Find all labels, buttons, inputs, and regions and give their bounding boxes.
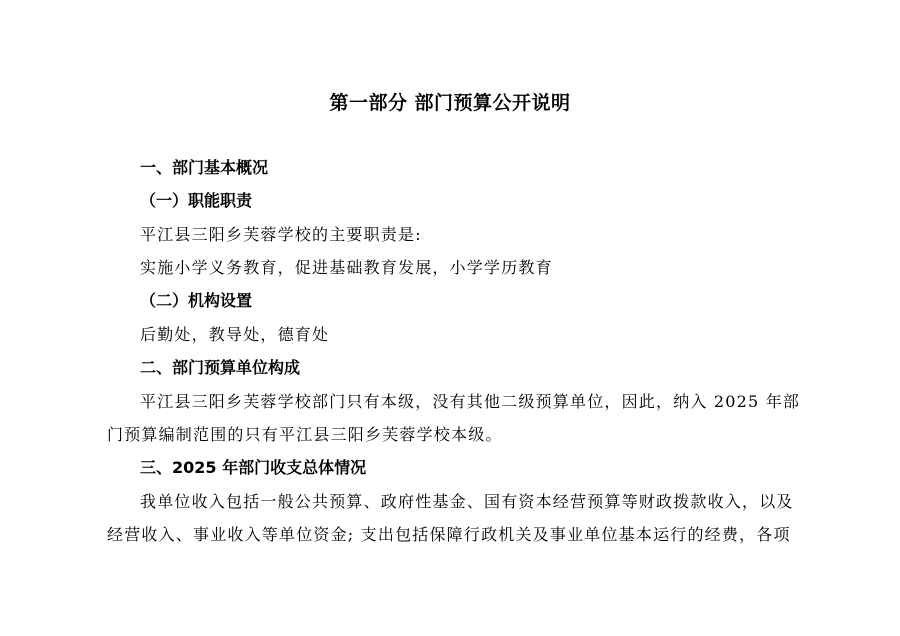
- section-heading-1: 一、部门基本概况: [140, 158, 269, 177]
- paragraph-line: 门预算编制范围的只有平江县三阳乡芙蓉学校本级。: [107, 425, 503, 444]
- page-title: 第一部分 部门预算公开说明: [329, 92, 571, 114]
- paragraph-line: 我单位收入包括一般公共预算、政府性基金、国有资本经营预算等财政拨款收入，以及: [140, 492, 794, 511]
- paragraph-line: 后勤处，教导处，德育处: [140, 325, 330, 344]
- paragraph-line: 平江县三阳乡芙蓉学校部门只有本级，没有其他二级预算单位，因此，纳入 2025 年部: [140, 392, 801, 411]
- section-heading-2: 二、部门预算单位构成: [140, 358, 301, 377]
- subsection-heading-2: （二）机构设置: [140, 291, 253, 310]
- subsection-heading-1: （一）职能职责: [140, 191, 253, 210]
- paragraph-line: 经营收入、事业收入等单位资金; 支出包括保障行政机关及事业单位基本运行的经费，各项: [107, 525, 791, 544]
- section-heading-3: 三、2025 年部门收支总体情况: [140, 458, 367, 477]
- paragraph-line: 实施小学义务教育，促进基础教育发展，小学学历教育: [140, 258, 553, 277]
- paragraph-line: 平江县三阳乡芙蓉学校的主要职责是:: [140, 225, 422, 244]
